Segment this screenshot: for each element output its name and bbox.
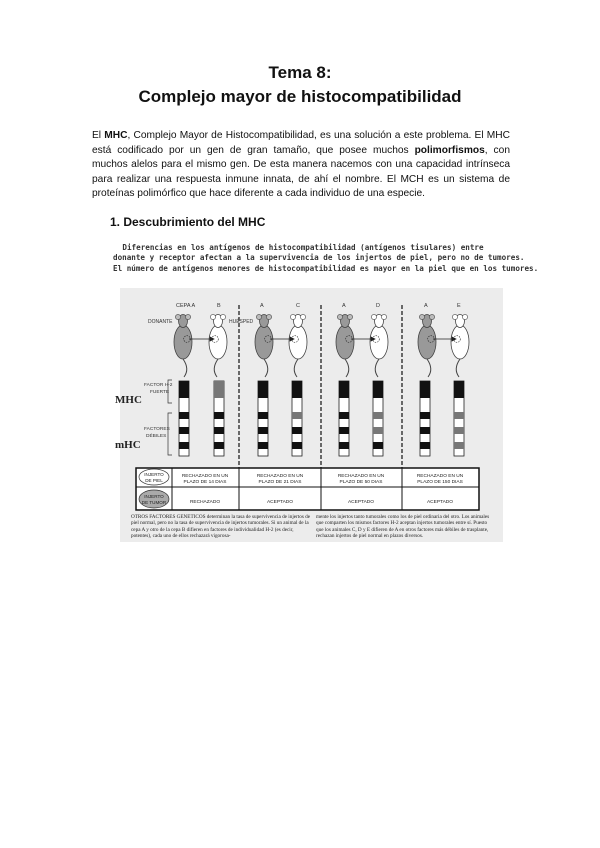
factor-label: FACTORES	[144, 427, 170, 432]
strain-label-donor: A	[424, 303, 428, 309]
term-mhc: MHC	[104, 130, 128, 141]
tumor-result: ACEPTADO	[426, 500, 454, 505]
row-label-skin: DE PIEL	[145, 478, 163, 483]
section-heading: 1. Descubrimiento del MHC	[110, 215, 266, 229]
skin-result: PLAZO DE 150 DIAS	[417, 480, 463, 485]
strain-label-donor: A	[260, 303, 264, 309]
bracket	[168, 413, 172, 455]
donor-label: DONANTE	[148, 319, 173, 325]
mhc-handwritten-label: mHC	[115, 439, 141, 451]
mhc-handwritten-label: MHC	[115, 394, 142, 406]
term-polimorfismos: polimorfismos	[414, 144, 485, 156]
figure-caption-line: El número de antígenos menores de histocompatibilidad es mayor en la piel que en los tumores.	[113, 264, 539, 273]
skin-result: RECHAZADO EN UN	[337, 474, 385, 479]
strain-label-cepa-a: CEPA A	[176, 303, 196, 309]
strain-label-host: B	[217, 303, 221, 309]
figure-caption-line: Diferencias en los antígenos de histocompatibilidad (antígenos tisulares) entre	[122, 243, 484, 252]
factor-label: DÉBILES	[146, 434, 167, 439]
figure-footnote-left: OTROS FACTORES GENETICOS determinan la tasa de supervivencia de injertos de piel normal, pero no la tasa de supervivencia de injertos tumorales. Si un animal de la cepa A y otro de la cepa B difieren en factores de individualidad H-2 (es decir, potentes), cada uno de ellos rechazará vigorosa-	[131, 514, 311, 539]
host-label: HUÉSPED	[229, 319, 254, 325]
chapter-title: Complejo mayor de histocompatibilidad	[138, 87, 462, 106]
chapter-number: Tema 8:	[268, 63, 332, 82]
row-label-tumor: DE TUMOR	[141, 500, 167, 505]
tumor-result: ACEPTADO	[266, 500, 294, 505]
skin-result: RECHAZADO EN UN	[181, 474, 229, 479]
intro-text: , Complejo Mayor de Histocompatibilidad, es una solución a este problema. El MHC está codificado por un gen de gran tamaño, que posee muchos	[92, 130, 510, 156]
intro-text: , con muchos alelos para el mismo gen. De esta manera nacemos con una capacidad intrínseca para realizar una respuesta inmune innata, de ahí el nombre. El MCH es un sistema de proteínas polimórfico que hace diferente a cada individuo de una especie.	[92, 144, 510, 199]
row-label-tumor: INJERTO	[144, 494, 164, 499]
factor-label: FUERTE	[150, 390, 170, 395]
row-label-skin: INJERTO	[144, 472, 164, 477]
skin-result: PLAZO DE 21 DIAS	[258, 480, 302, 485]
intro-text: El	[92, 130, 105, 141]
figure-footnote-right: mente los injertos tanto tumorales como los de piel ordinaria del otro. Los animales que comparten los mismos factores H-2 aceptan injertos tumorales entre sí. Puesto que los animales C, D y E difieren de A en otros factores más débiles de trasplante, rechazan injertos de piel normal en plazos diversos.	[316, 514, 490, 539]
tumor-result: RECHAZADO	[189, 500, 221, 505]
graft-arrow	[189, 337, 456, 341]
skin-result: RECHAZADO EN UN	[416, 474, 464, 479]
figure-caption-line: donante y receptor afectan a la supervivencia de los injertos de piel, pero no de tumores.	[113, 253, 525, 262]
tumor-result: ACEPTADO	[347, 500, 375, 505]
factor-label: FACTOR H-2	[144, 383, 173, 388]
skin-result: PLAZO DE 14 DIAS	[183, 480, 227, 485]
strain-label-host: D	[376, 303, 380, 309]
tumor-graft-marker	[139, 490, 169, 508]
skin-result: PLAZO DE 50 DIAS	[339, 480, 383, 485]
strain-label-donor: A	[342, 303, 346, 309]
skin-result: RECHAZADO EN UN	[256, 474, 304, 479]
strain-label-host: C	[296, 303, 300, 309]
strain-label-host: E	[457, 303, 461, 309]
